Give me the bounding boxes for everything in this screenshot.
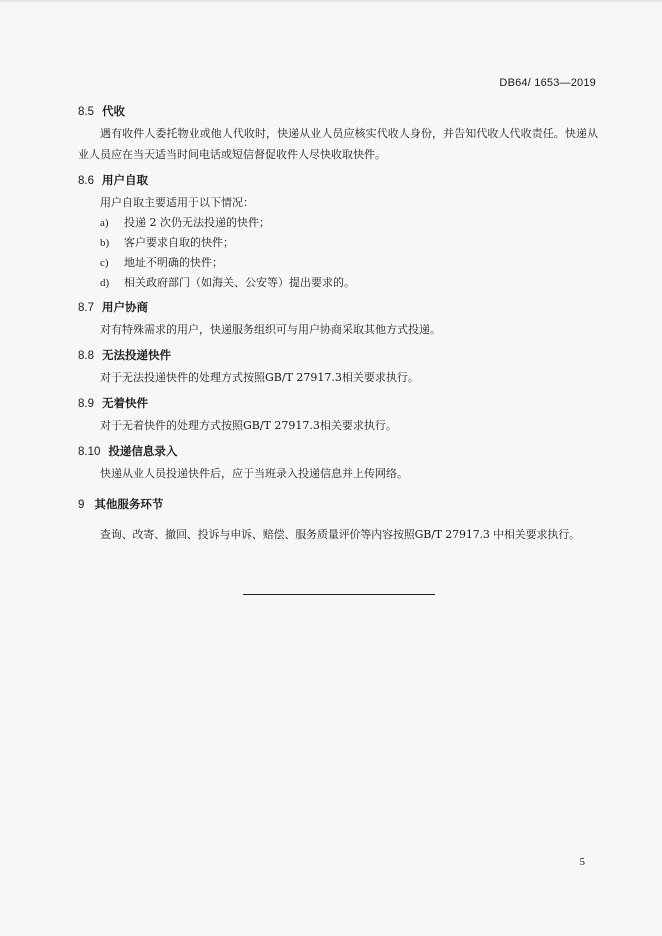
section-9 [78, 494, 598, 545]
section-8-10-text: 快递从业人员投递快件后，应于当班录入投递信息并上传网络。 [100, 467, 408, 480]
section-8-6-heading [78, 170, 598, 190]
section-8-7-heading [78, 297, 598, 317]
page-number: 5 [579, 856, 585, 868]
section-title: 代收 [102, 104, 125, 118]
section-number: 8.8 [78, 350, 94, 362]
list-item-text: 客户要求自取的快件； [124, 236, 234, 249]
section-title: 投递信息录入 [108, 444, 178, 458]
section-8-7-text: 对有特殊需求的用户，快递服务组织可与用户协商采取其他方式投递。 [100, 323, 441, 336]
list-marker: d) [100, 277, 110, 289]
list-item-text: 投递 2 次仍无法投递的快件； [124, 216, 270, 229]
section-8-9-heading [78, 393, 598, 413]
section-8-8-text: 对于无法投递快件的处理方式按照GB/T 27917.3相关要求执行。 [100, 371, 419, 384]
section-8-5-heading [78, 101, 598, 121]
document-code: DB64/ 1653—2019 [499, 77, 596, 89]
section-number: 8.10 [78, 446, 101, 458]
section-8-9-text: 对于无着快件的处理方式按照GB/T 27917.3相关要求执行。 [100, 419, 397, 432]
section-8-6-list [78, 213, 598, 293]
list-item [78, 233, 598, 253]
section-title: 用户自取 [102, 173, 148, 187]
scan-top-edge [0, 0, 662, 3]
list-marker: c) [100, 257, 109, 269]
section-8-8-heading [78, 345, 598, 365]
list-item [78, 253, 598, 273]
section-9-heading [78, 494, 598, 514]
section-title: 其他服务环节 [94, 497, 164, 511]
document-body [78, 101, 598, 550]
section-number: 9 [78, 499, 85, 511]
section-9-text: 查询、改寄、撤回、投诉与申诉、赔偿、服务质量评价等内容按照GB/T 27917.3 中相关要求执行。 [100, 528, 580, 541]
section-number: 8.5 [78, 106, 94, 118]
list-item-text: 相关政府部门（如海关、公安等）提出要求的。 [124, 276, 355, 289]
list-marker: a) [100, 217, 109, 229]
list-item-text: 地址不明确的快件； [124, 256, 223, 269]
section-title: 无着快件 [102, 396, 148, 410]
section-number: 8.6 [78, 175, 94, 187]
section-title: 无法投递快件 [102, 348, 171, 362]
list-item [78, 273, 598, 293]
end-of-document-rule [243, 594, 435, 595]
list-item [78, 213, 598, 233]
section-number: 8.7 [78, 302, 94, 314]
section-number: 8.9 [78, 398, 94, 410]
list-marker: b) [100, 237, 110, 249]
section-8-10-heading [78, 441, 598, 461]
section-8-5-text: 遇有收件人委托物业或他人代收时，快递从业人员应核实代收人身份，并告知代收人代收责任。快递从业人员应在当天适当时间电话或短信督促收件人尽快收取快件。 [78, 127, 598, 161]
section-8-6-intro: 用户自取主要适用于以下情况： [100, 196, 254, 209]
section-title: 用户协商 [102, 300, 148, 314]
